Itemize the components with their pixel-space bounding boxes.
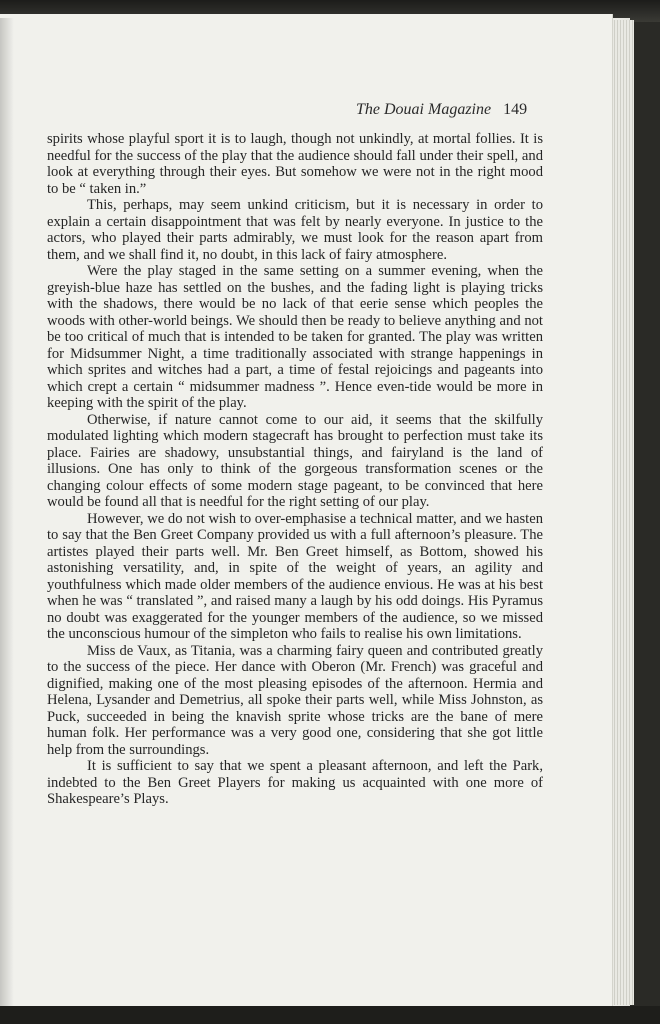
paragraph: Were the play staged in the same setting on a summer evening, when the greyish-blue haze has settled on the bushes, and the fading light is playing tricks with the shadows, there would be no lack of that eerie sense which peoples the woods with other-world beings. We should then be ready to believe anything and not be too critical of much that is intended to be taken for granted. The play was written for Midsummer Night, a time traditionally associated with strange happenings in which sprites and witches had a part, a time of festal rejoicings and pageants into which crept a certain “ midsummer madness ”. Hence even-tide would be more in keeping with the spirit of the play. bbox=[47, 263, 543, 411]
paragraph: spirits whose playful sport it is to laugh, though not unkindly, at mortal follies. It is needful for the success of the play that the audience should fall under their spell, and look at everything through their eyes. But somehow we were not in the right mood to be “ taken in.” bbox=[47, 131, 543, 197]
page-edges bbox=[612, 20, 634, 1005]
magazine-title: The Douai Magazine bbox=[356, 101, 492, 118]
paragraph: Otherwise, if nature cannot come to our aid, it seems that the skilfully modulated lighting which modern stagecraft has brought to perfection must take its place. Fairies are shadowy, unsubstantial things, and fairyland is the land of illusions. One has only to think of the gorgeous transformation scenes or the changing colour effects of some modern stage pageant, to be convinced that here would be found all that is needful for the right setting of our play. bbox=[47, 411, 543, 510]
article-body bbox=[47, 131, 543, 808]
gutter-shadow bbox=[0, 18, 14, 1008]
paragraph: This, perhaps, may seem unkind criticism, but it is necessary in order to explain a certain disappointment that was felt by nearly everyone. In justice to the actors, who played their parts admirably, we must look for the reason apart from them, and we shall find it, no doubt, in this lack of fairy atmosphere. bbox=[47, 197, 543, 263]
paragraph: Miss de Vaux, as Titania, was a charming fairy queen and contributed greatly to the success of the piece. Her dance with Oberon (Mr. French) was graceful and dignified, making one of the most pleasing episodes of the afternoon. Hermia and Helena, Lysander and Demetrius, all spoke their parts well, while Miss Johnston, as Puck, succeeded in being the knavish sprite whose tricks are the bane of mere human folk. Her performance was a very good one, considering that she got little help from the surroundings. bbox=[47, 642, 543, 758]
paragraph: However, we do not wish to over-emphasise a technical matter, and we hasten to say that the Ben Greet Company provided us with a full afternoon’s pleasure. The artistes played their parts well. Mr. Ben Greet himself, as Bottom, showed his astonishing versatility, and, in spite of the weight of years, an agility and youthfulness which made older members of the audience envious. He was at his best when he was “ translated ”, and raised many a laugh by his odd doings. His Pyramus no doubt was exaggerated for the younger members of the audience, so we missed the unconscious humour of the simpleton who fails to realise his own limitations. bbox=[47, 510, 543, 642]
book-bottom-edge bbox=[0, 1006, 660, 1024]
paragraph: It is sufficient to say that we spent a pleasant afternoon, and left the Park, indebted to the Ben Greet Players for making us acquainted with one more of Shakespeare’s Plays. bbox=[47, 758, 543, 807]
running-head bbox=[356, 101, 527, 119]
page-number: 149 bbox=[503, 101, 528, 118]
